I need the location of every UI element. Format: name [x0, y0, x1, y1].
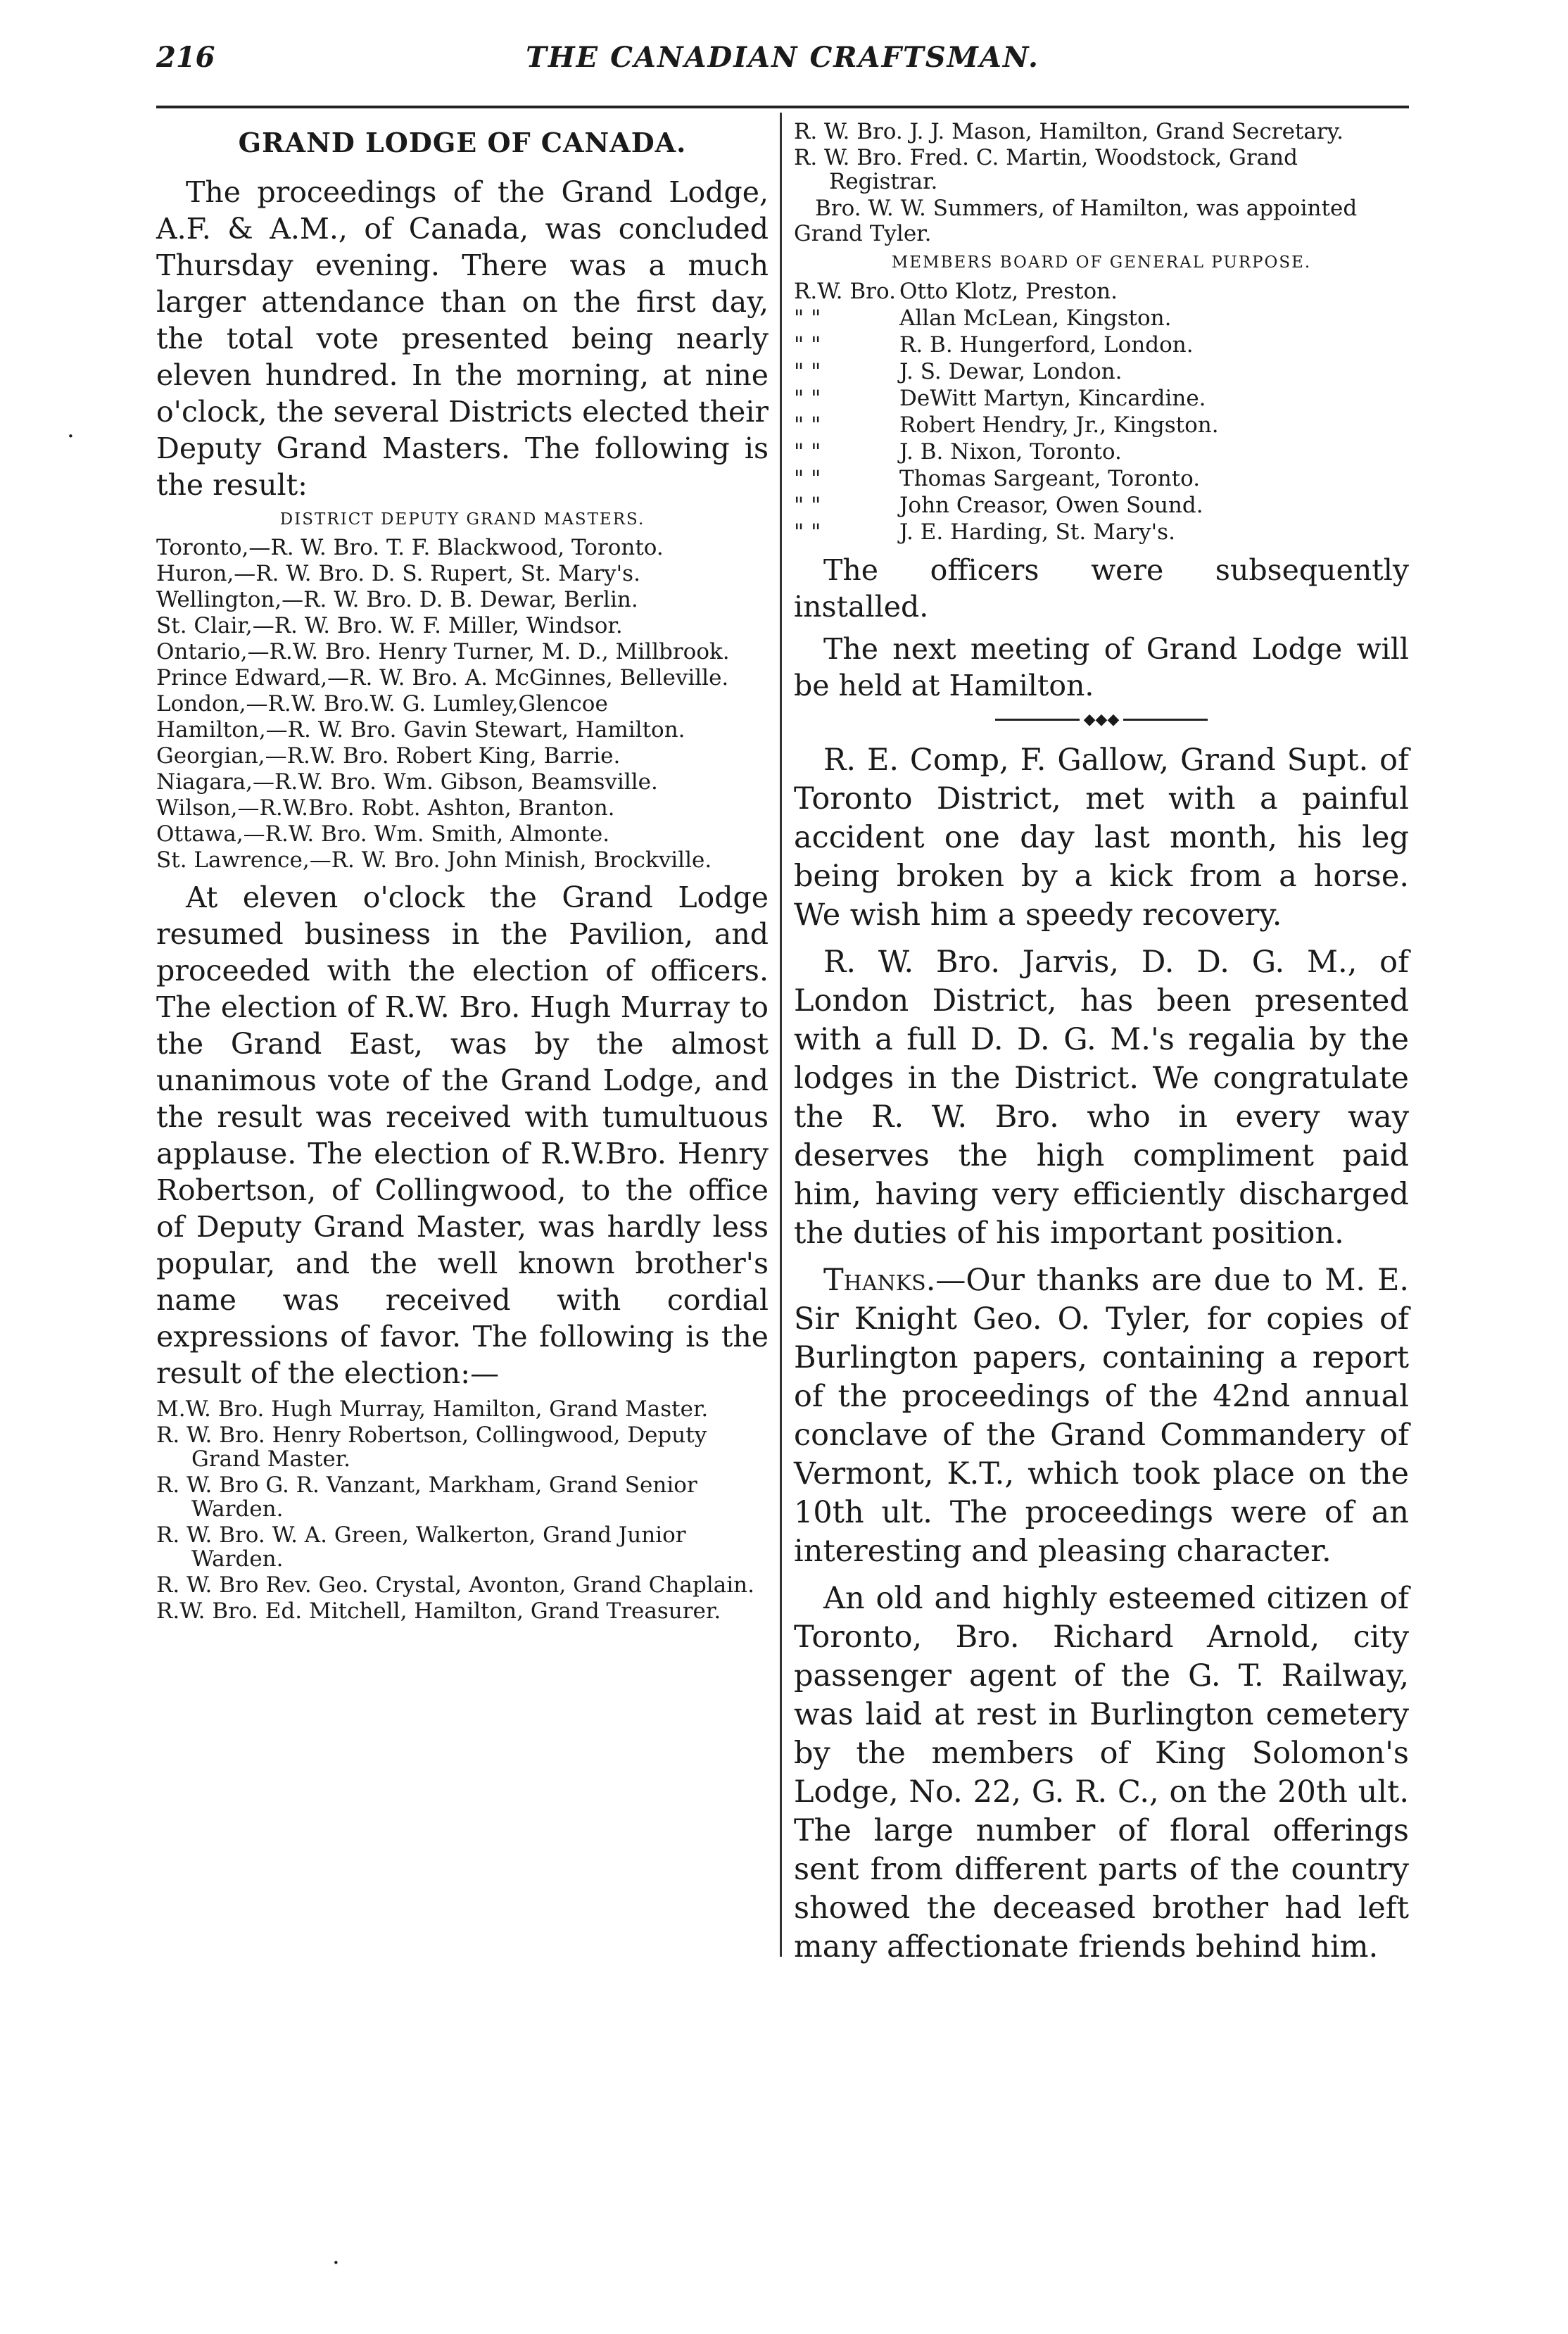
officer-entry: R. W. Bro. Henry Robertson, Collingwood, Deputy Grand Master. [156, 1423, 707, 1472]
stray-mark: · [332, 2249, 340, 2277]
officer-entry: M.W. Bro. Hugh Murray, Hamilton, Grand Master. [156, 1396, 709, 1422]
ddgm-entry: London,—R.W. Bro.W. G. Lumley,Glencoe [156, 691, 608, 717]
arnold-paragraph: An old and highly esteemed citizen of Toronto, Bro. Richard Arnold, city passenger agent of the G. T. Railway, was laid at rest in Burlington cemetery by the members of King Solomon's Lodge, No. 22, G. R. C., on the 20th ult. The large number of floral offerings sent from different parts of the country showed the deceased brother had left many affectionate friends behind him. [794, 1581, 1409, 1964]
column-divider [780, 113, 782, 1957]
board-member-name: Robert Hendry, Jr., Kingston. [899, 412, 1219, 438]
officer-entry: R.W. Bro. Ed. Mitchell, Hamilton, Grand Treasurer. [156, 1598, 721, 1624]
ddgm-entry: St. Clair,—R. W. Bro. W. F. Miller, Windsor. [156, 613, 623, 638]
board-member-prefix: " " [794, 493, 821, 518]
officer-entry: R. W. Bro G. R. Vanzant, Markham, Grand Senior Warden. [156, 1472, 697, 1522]
ddgm-list [156, 536, 769, 872]
installed-paragraph: The officers were subsequently installed. [794, 553, 1409, 624]
board-member [794, 386, 1409, 411]
thanks-paragraph [794, 1261, 1409, 1571]
right-column [794, 120, 1409, 1975]
board-member-name: John Creasor, Owen Sound. [899, 493, 1203, 518]
board-member-name: J. B. Nixon, Toronto. [899, 439, 1122, 465]
article-heading: GRAND LODGE OF CANADA. [238, 127, 687, 158]
board-member-prefix: " " [794, 386, 821, 411]
officer-list-continued [794, 120, 1409, 194]
officer-entry: R. W. Bro. Fred. C. Martin, Woodstock, Grand Registrar. [794, 145, 1298, 194]
board-member [794, 466, 1409, 491]
ddgm-entry: Georgian,—R.W. Bro. Robert King, Barrie. [156, 743, 621, 769]
ddgm-entry: Wellington,—R. W. Bro. D. B. Dewar, Berlin. [156, 587, 638, 612]
board-member-prefix: " " [794, 359, 821, 384]
ddgm-entry: Huron,—R. W. Bro. D. S. Rupert, St. Mary's. [156, 561, 640, 586]
ddgm-entry: Ontario,—R.W. Bro. Henry Turner, M. D., Millbrook. [156, 639, 730, 664]
ddgm-entry: Niagara,—R.W. Bro. Wm. Gibson, Beamsville. [156, 769, 658, 795]
ddgm-entry: St. Lawrence,—R. W. Bro. John Minish, Brockville. [156, 847, 712, 873]
running-header [156, 41, 1409, 90]
left-column [156, 120, 769, 1625]
board-member-prefix: R.W. Bro. [794, 279, 896, 304]
board-member-prefix: " " [794, 332, 821, 358]
board-member [794, 439, 1409, 465]
gallow-paragraph: R. E. Comp, F. Gallow, Grand Supt. of Toronto District, met with a painful accident one day last month, his leg being broken by a kick from a horse. We wish him a speedy recovery. [794, 743, 1409, 933]
officer-entry: R. W. Bro. W. A. Green, Walkerton, Grand Junior Warden. [156, 1522, 686, 1572]
board-heading: MEMBERS BOARD OF GENERAL PURPOSE. [891, 253, 1312, 272]
grand-tyler-note: Bro. W. W. Summers, of Hamilton, was appointed Grand Tyler. [794, 196, 1358, 246]
board-member [794, 305, 1409, 331]
board-member [794, 519, 1409, 545]
board-member [794, 359, 1409, 384]
ddgm-entry: Wilson,—R.W.Bro. Robt. Ashton, Branton. [156, 795, 615, 821]
board-member-name: J. E. Harding, St. Mary's. [899, 519, 1175, 545]
board-member-name: Otto Klotz, Preston. [899, 279, 1118, 304]
board-member-prefix: " " [794, 519, 821, 545]
ddgm-entry: Ottawa,—R.W. Bro. Wm. Smith, Almonte. [156, 821, 610, 847]
board-member-prefix: " " [794, 412, 821, 438]
intro-paragraph: The proceedings of the Grand Lodge, A.F. & A.M., of Canada, was concluded Thursday evening. There was a much larger attendance than on the first day, the total vote presented being nearly eleven hundred. In the morning, at nine o'clock, the several Districts elected their Deputy Grand Masters. The following is the result: [156, 175, 769, 502]
section-separator: ◆◆◆ [794, 711, 1409, 728]
board-member-name: J. S. Dewar, London. [899, 359, 1123, 384]
jarvis-paragraph: R. W. Bro. Jarvis, D. D. G. M., of London District, has been presented with a full D. D. G. M.'s regalia by the lodges in the District. We congratulate the R. W. Bro. who in every way deserves the high compliment paid him, having very efficiently discharged the duties of his important position. [794, 945, 1409, 1251]
ddgm-entry: Hamilton,—R. W. Bro. Gavin Stewart, Hamilton. [156, 717, 685, 743]
board-list [794, 279, 1409, 545]
officer-list [156, 1397, 769, 1623]
next-meeting-paragraph: The next meeting of Grand Lodge will be held at Hamilton. [794, 632, 1409, 702]
board-member-name: Thomas Sargeant, Toronto. [899, 466, 1201, 491]
ddgm-heading: DISTRICT DEPUTY GRAND MASTERS. [279, 510, 645, 529]
board-member-prefix: " " [794, 439, 821, 465]
board-member-name: DeWitt Martyn, Kincardine. [899, 386, 1206, 411]
election-paragraph: At eleven o'clock the Grand Lodge resumed business in the Pavilion, and proceeded with the election of officers. The election of R.W. Bro. Hugh Murray to the Grand East, was by the almost unanimous vote of the Grand Lodge, and the result was received with tumultuous applause. The election of R.W.Bro. Henry Robertson, of Collingwood, to the office of Deputy Grand Master, was hardly less popular, and the well known brother's name was received with cordial expressions of favor. The following is the result of the election:— [156, 881, 769, 1390]
page-number: 216 [156, 41, 215, 74]
board-member [794, 332, 1409, 358]
stray-mark: · [67, 422, 75, 450]
journal-title: THE CANADIAN CRAFTSMAN. [526, 41, 1039, 74]
officer-entry: R. W. Bro Rev. Geo. Crystal, Avonton, Grand Chaplain. [156, 1572, 754, 1598]
board-member-name: R. B. Hungerford, London. [899, 332, 1194, 358]
thanks-label: Thanks. [823, 1263, 936, 1298]
board-member [794, 279, 1409, 304]
board-member-prefix: " " [794, 466, 821, 491]
board-member-name: Allan McLean, Kingston. [899, 305, 1172, 331]
thanks-body: —Our thanks are due to M. E. Sir Knight Geo. O. Tyler, for copies of Burlington papers, containing a report of the proceedings of the 42nd annual conclave of the Grand Commandery of Vermont, K.T., which took place on the 10th ult. The proceedings were of an interesting and pleasing character. [794, 1263, 1409, 1569]
ddgm-entry: Toronto,—R. W. Bro. T. F. Blackwood, Toronto. [156, 535, 664, 560]
board-member [794, 412, 1409, 438]
ddgm-entry: Prince Edward,—R. W. Bro. A. McGinnes, Belleville. [156, 665, 729, 690]
officer-entry: R. W. Bro. J. J. Mason, Hamilton, Grand Secretary. [794, 119, 1343, 144]
board-member [794, 493, 1409, 518]
board-member-prefix: " " [794, 305, 821, 331]
header-rule [156, 106, 1409, 108]
